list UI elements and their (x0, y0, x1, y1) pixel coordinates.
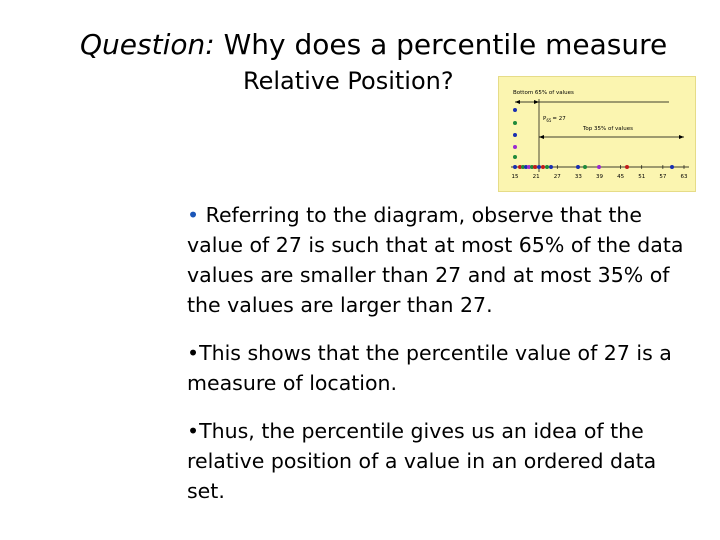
data-point (625, 165, 629, 169)
data-point (513, 121, 517, 125)
bullet-marker: • (187, 341, 200, 365)
data-point (533, 165, 537, 169)
data-points (513, 108, 674, 169)
label-bottom: Bottom 65% of values (513, 90, 574, 96)
axis-tick-label: 51 (638, 174, 646, 180)
title-text-1: Why does a percentile measure (223, 28, 668, 61)
data-point (670, 165, 674, 169)
top-arrow-right (679, 135, 684, 139)
title-line-2: Relative Position? (243, 67, 454, 95)
bullet-text-3: Thus, the percentile gives us an idea of the relative position of a value in an ordered data set. (187, 419, 657, 503)
axis-tick-label: 21 (532, 174, 540, 180)
data-point (537, 165, 541, 169)
data-point (513, 133, 517, 137)
body-content (187, 200, 687, 506)
data-point (545, 165, 549, 169)
bullet-paragraph-1 (187, 200, 687, 320)
data-point (597, 165, 601, 169)
label-p: $P_{65}= 27$ (543, 116, 566, 123)
axis-tick-label: 27 (553, 174, 561, 180)
axis-tick-label: 39 (596, 174, 603, 180)
axis-tick-label: 57 (659, 174, 667, 180)
data-point (541, 165, 545, 169)
data-point (513, 155, 517, 159)
data-point (583, 165, 587, 169)
bottom-arrow-right (534, 100, 539, 104)
axis-tick-label: 33 (574, 174, 582, 180)
axis-tick-label: 15 (511, 174, 519, 180)
bullet-text-2: This shows that the percentile value of 27 is a measure of location. (187, 341, 672, 395)
diagram-svg (499, 77, 695, 191)
bullet-text-1: Referring to the diagram, observe that the value of 27 is such that at most 65% of the data values are smaller than 27 and at most 35% of the values are larger than 27. (187, 203, 684, 317)
data-point (576, 165, 580, 169)
bottom-arrow-left (515, 100, 520, 104)
data-point (513, 108, 517, 112)
question-label: Question: (80, 28, 215, 61)
title-line-1 (80, 28, 680, 62)
data-point (513, 145, 517, 149)
top-arrow-left (539, 135, 544, 139)
bullet-paragraph-3 (187, 416, 687, 506)
bullet-marker: • (187, 419, 200, 443)
bullet-paragraph-2 (187, 338, 687, 398)
data-point (549, 165, 553, 169)
label-top: Top 35% of values (583, 126, 633, 132)
axis-tick-label: 63 (680, 174, 688, 180)
data-point (513, 165, 517, 169)
bullet-marker: • (187, 203, 200, 227)
percentile-diagram (498, 76, 696, 192)
axis-tick-label: 45 (617, 174, 625, 180)
